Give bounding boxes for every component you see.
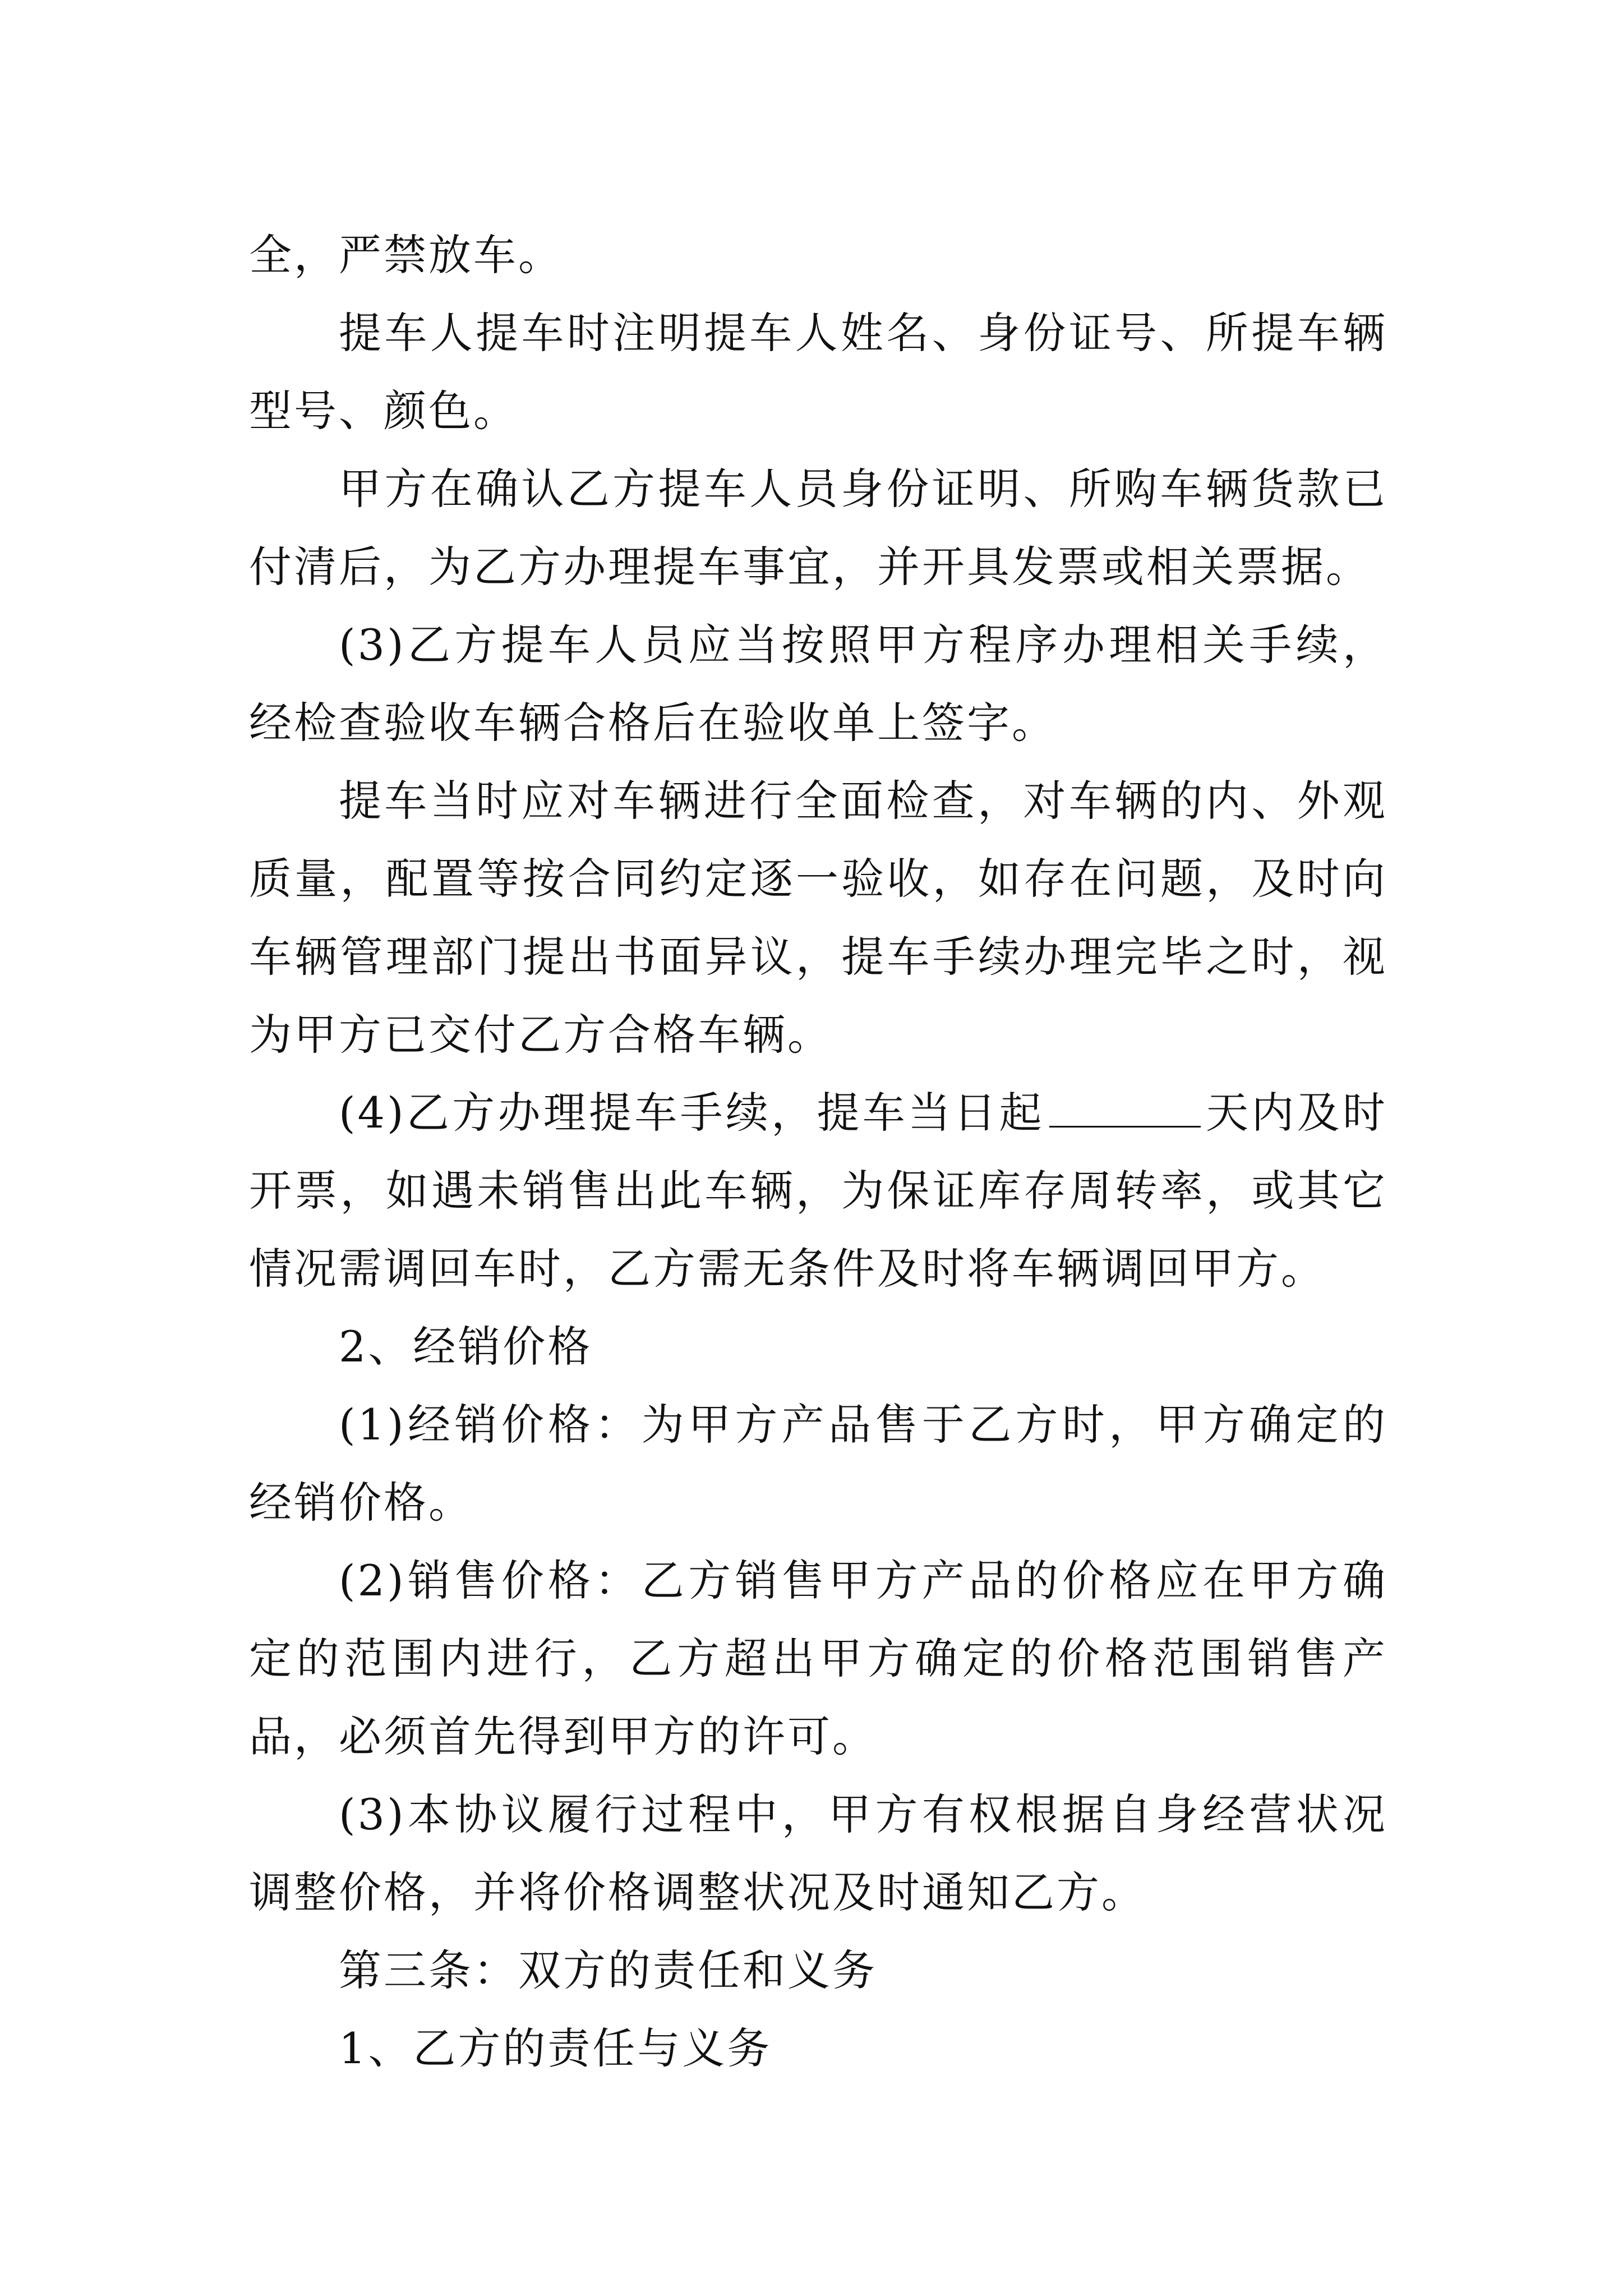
days-blank-field: [1049, 1092, 1201, 1128]
document-body: [249, 216, 1387, 2087]
invoice-deadline-text-after: 天内及时开票，如遇未销售出此车辆，为保证库存周转率，或其它情况需调回车时，乙方需无条件及时将车辆调回甲方。: [249, 1088, 1387, 1294]
article-heading-responsibilities: 第三条：双方的责任和义务: [339, 1945, 877, 1995]
paragraph-distribution-price: (1)经销价格：为甲方产品售于乙方时，甲方确定的经销价格。: [249, 1400, 1387, 1527]
paragraph-vehicle-inspection: 提车当时应对车辆进行全面检查，对车辆的内、外观质量，配置等按合同约定逐一验收，如存在问题，及时向车辆管理部门提出书面异议，提车手续办理完毕之时，视为甲方已交付乙方合格车辆。: [249, 776, 1387, 1060]
paragraph-pickup-procedure: (3)乙方提车人员应当按照甲方程序办理相关手续，经检查验收车辆合格后在验收单上签字。: [249, 620, 1387, 748]
paragraph-price-adjustment: (3)本协议履行过程中，甲方有权根据自身经营状况调整价格，并将价格调整状况及时通知乙方。: [249, 1789, 1387, 1917]
invoice-deadline-text-before: (4)乙方办理提车手续，提车当日起: [339, 1088, 1045, 1138]
paragraph-party-a-confirmation: 甲方在确认乙方提车人员身份证明、所购车辆货款已付清后，为乙方办理提车事宜，并开具发票或相关票据。: [249, 464, 1387, 592]
paragraph-invoice-deadline: [249, 1074, 1387, 1308]
paragraph-pickup-person-info: 提车人提车时注明提车人姓名、身份证号、所提车辆型号、颜色。: [249, 308, 1387, 436]
paragraph-continuation: 全，严禁放车。: [249, 230, 563, 280]
section-heading-distribution-price: 2、经销价格: [339, 1322, 593, 1372]
paragraph-sales-price: (2)销售价格：乙方销售甲方产品的价格应在甲方确定的范围内进行，乙方超出甲方确定的价格范围销售产品，必须首先得到甲方的许可。: [249, 1556, 1387, 1761]
section-heading-party-b-responsibilities: 1、乙方的责任与义务: [339, 2023, 772, 2073]
